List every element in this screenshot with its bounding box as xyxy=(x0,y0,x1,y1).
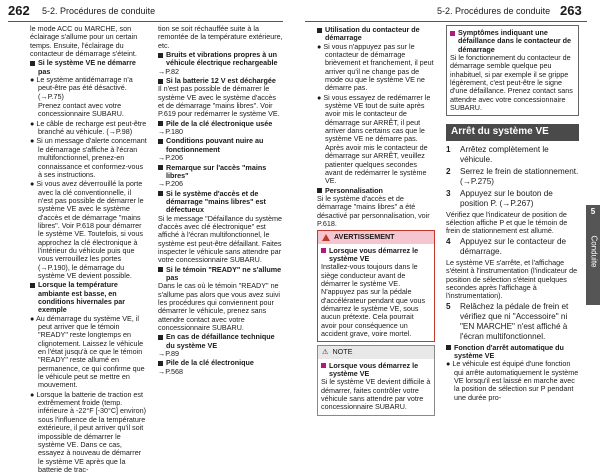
subheading: Pile de la clé électronique xyxy=(158,359,283,367)
bullet-square-icon xyxy=(158,165,163,170)
paragraph: Si le message "Défaillance du système d'accès avec clé électronique" est affiché à l'écran multifonctionnel, le système est peut-être défaillant. Faites inspecter le véhicule sans attendre par votre concessionnaire SUBARU. xyxy=(158,213,282,265)
bullet-square-icon xyxy=(158,267,163,272)
bullet-item: ● Le système antidémarrage n'a peut-être pas été désactivé. (→P.75) xyxy=(30,75,133,101)
step-item: 4 Appuyez sur le contacteur de démarrage. xyxy=(446,236,567,256)
subheading: Personnalisation xyxy=(317,187,435,195)
bullet-item: ● Au démarrage du système VE, il peut arriver que le témoin "READY" reste longtemps en clignotement. Laissez le véhicule en l'état jusqu'à ce que le témoin "READY" reste allumé en permanence, ce qui confirme que le véhicule peut se mettre en mouvement. xyxy=(30,313,145,390)
column-4 xyxy=(446,25,579,403)
page-reference: →P.568 xyxy=(158,366,184,376)
left-page-number: 262 xyxy=(8,3,30,18)
subheading: Fonction d'arrêt automatique du système VE xyxy=(446,344,579,361)
chapter-label: Conduite xyxy=(589,235,599,268)
paragraph: tion se soit réchauffée suite à la remontée de la température extérieure, etc. xyxy=(158,24,283,50)
paragraph: Si le fonctionnement du contacteur de démarrage semble quelque peu inhabituel, si par exemple il se grippe légèrement, c'est peut-être le signe d'une défaillance. Prenez contact sans attendre avec votre concessionnaire SUBARU. xyxy=(450,53,573,113)
warning-triangle-icon xyxy=(322,234,330,241)
column-3 xyxy=(317,25,435,419)
subheading: Si le témoin "READY" ne s'allume pas xyxy=(158,266,283,283)
right-page-number: 263 xyxy=(560,3,582,18)
note-box xyxy=(317,345,435,415)
step-item: 2 Serrez le frein de stationnement. (→P.275) xyxy=(446,166,579,186)
paragraph: Si le système VE devient difficile à démarrer, faites contrôler votre véhicule sans attendre par votre concessionnaire SUBARU. xyxy=(321,377,431,412)
note-icon: ⚠ xyxy=(322,347,329,357)
page-header xyxy=(0,0,600,20)
paragraph: Dans le cas où le témoin "READY" ne s'allume pas alors que vous avez suivi les procédures qui conviennent pour démarrer le véhicule, prenez sans attendre contact avec votre concessionnaire SUBARU. xyxy=(158,281,281,333)
page-reference: →P.180 xyxy=(158,127,184,137)
right-section-title: 5-2. Procédures de conduite xyxy=(437,6,551,16)
header-rule-left xyxy=(8,21,283,22)
subheading: Remarque sur l'accès "mains libres" xyxy=(158,164,283,181)
bullet-item: ● Si un message d'alerte concernant le démarrage s'affiche à l'écran multifonctionnel, prenez-en connaissance et conformez-vous à ses instructions. xyxy=(30,136,147,179)
step-item: 1 Arrêtez complètement le véhicule. xyxy=(446,144,549,164)
bullet-square-icon xyxy=(158,121,163,126)
bullet-square-icon xyxy=(321,363,326,368)
warning-box xyxy=(317,230,435,342)
subheading: Symptômes indiquant une défaillance dans le contacteur de démarrage xyxy=(450,29,575,54)
subheading: Lorsque vous démarrez le système VE xyxy=(321,362,431,379)
paragraph: Prenez contact avec votre concessionnaire SUBARU. xyxy=(38,101,124,119)
subheading: En cas de défaillance technique du système VE xyxy=(158,333,283,350)
bullet-square-icon xyxy=(30,61,35,66)
column-2 xyxy=(158,25,283,377)
paragraph: Le système VE s'arrête, et l'affichage s'éteint à l'instrumentation (l'indicateur de position de sélection s'éteint quelques secondes après l'affichage à l'instrumentation). xyxy=(446,257,578,301)
bullet-item: ● Si vous essayez de redémarrer le système VE tout de suite après avoir mis le contacteur de démarrage sur ARRÊT, il peut arriver dans certains cas que le système VE ne démarre pas. Après avoir mis le contacteur de démarrage sur ARRÊT, veuillez patienter quelques secondes avant de redémarrer le système VE. xyxy=(317,92,431,186)
page-reference: →P.82 xyxy=(158,66,180,76)
bullet-square-icon xyxy=(450,31,455,36)
warning-header: AVERTISSEMENT xyxy=(318,231,434,243)
bullet-item: ● Lorsque la batterie de traction est extrêmement froide (temp. inférieure à -22°F [-30°C] environ) sous l'influence de la température extérieure, il peut arriver qu'il soit impossible de démarrer le système VE. Dans ce cas, essayez à nouveau de démarrer le système VE après que la batterie de trac- xyxy=(30,389,147,474)
subheading: Bruits et vibrations propres à un véhicule électrique rechargeable xyxy=(158,51,283,68)
step-item: 3 Appuyez sur le bouton de position P. (→P.267) xyxy=(446,188,553,208)
subheading: Pile de la clé électronique usée xyxy=(158,120,283,128)
bullet-square-icon xyxy=(321,248,326,253)
paragraph: Installez-vous toujours dans le siège conducteur avant de démarrer le système VE. N'appuyez pas sur la pédale d'accélérateur pendant que vous démarrez le système VE, sous aucun prétexte. Cela pourrait avoir pour conséquence un accident grave, voire mortel. xyxy=(321,262,426,339)
bullet-square-icon xyxy=(158,335,163,340)
page-reference: →P.89 xyxy=(158,349,180,359)
paragraph: Vérifiez que l'indicateur de position de sélection affiche P et que le témoin de frein de stationnement est allumé. xyxy=(446,209,568,236)
left-section-title: 5-2. Procédures de conduite xyxy=(42,6,156,16)
subheading: Si le système VE ne démarre pas xyxy=(30,59,148,76)
paragraph: Si le système d'accès et de démarrage "mains libres" a été désactivé par personnalisation, voir P.618. xyxy=(317,193,430,228)
page-reference: →P.206 xyxy=(158,153,184,163)
page-reference: →P.206 xyxy=(158,179,184,189)
bullet-item: ● Le câble de recharge est peut-être branché au véhicule. (→P.98) xyxy=(30,118,147,137)
bullet-square-icon xyxy=(158,361,163,366)
subheading: Si la batterie 12 V est déchargée xyxy=(158,77,283,85)
subheading: Si le système d'accès et de démarrage "mains libres" est défectueux xyxy=(158,190,283,215)
bullet-square-icon xyxy=(158,139,163,144)
subheading: Conditions pouvant nuire au fonctionnement xyxy=(158,137,283,154)
paragraph: Il n'est pas possible de démarrer le système VE avec le système d'accès et de démarrage "mains libres". Voir P.619 pour redémarrer le système VE. xyxy=(158,84,280,119)
step-item: 5 Relâchez la pédale de frein et vérifiez que ni "Accessoire" ni "EN MARCHE" n'est affiché à l'écran multifonctionnel. xyxy=(446,301,569,341)
paragraph: le mode ACC ou MARCHE, son éclairage s'allume pour un certain temps. Ensuite, l'éclairage du contacteur de démarrage s'éteint. xyxy=(30,24,138,59)
bullet-item: ● Le véhicule est équipé d'une fonction qui arrête automatiquement le système VE lorsqu'il est laissé en marche avec la position de sélection sur P pendant une durée pro- xyxy=(446,359,579,402)
column-1 xyxy=(30,25,148,475)
header-rule-right xyxy=(305,21,587,22)
subheading: Lorsque la température ambiante est basse, en conditions hivernales par exemple xyxy=(30,281,148,314)
bullet-square-icon xyxy=(158,53,163,58)
subheading: Lorsque vous démarrez le système VE xyxy=(321,247,431,264)
bullet-item: ● Si vous n'appuyez pas sur le contacteur de démarrage brièvement et franchement, il peut arriver qu'il ne change pas de mode ou que le système VE ne démarre pas. xyxy=(317,41,434,93)
bullet-square-icon xyxy=(158,191,163,196)
symptoms-box xyxy=(446,25,579,116)
bullet-square-icon xyxy=(158,79,163,84)
bullet-square-icon xyxy=(446,345,451,350)
bullet-square-icon xyxy=(317,28,322,33)
subheading: Utilisation du contacteur de démarrage xyxy=(317,26,435,43)
section-heading: Arrêt du système VE xyxy=(446,124,579,140)
bullet-item: ● Si vous avez déverrouillé la porte avec la clé conventionnelle, il n'est pas possible de démarrer le système VE avec le système d'accès et de démarrage "mains libres". Voir P.618 pour démarrer le système VE. Toutefois, si vous approchez la clé électronique à l'intérieur du véhicule puis que vous verrouillez les portes (→P.190), le démarrage du système VE devient possible. xyxy=(30,179,144,280)
bullet-square-icon xyxy=(30,283,35,288)
bullet-square-icon xyxy=(317,188,322,193)
chapter-number: 5 xyxy=(590,207,596,216)
note-header: ⚠ NOTE xyxy=(318,346,434,358)
